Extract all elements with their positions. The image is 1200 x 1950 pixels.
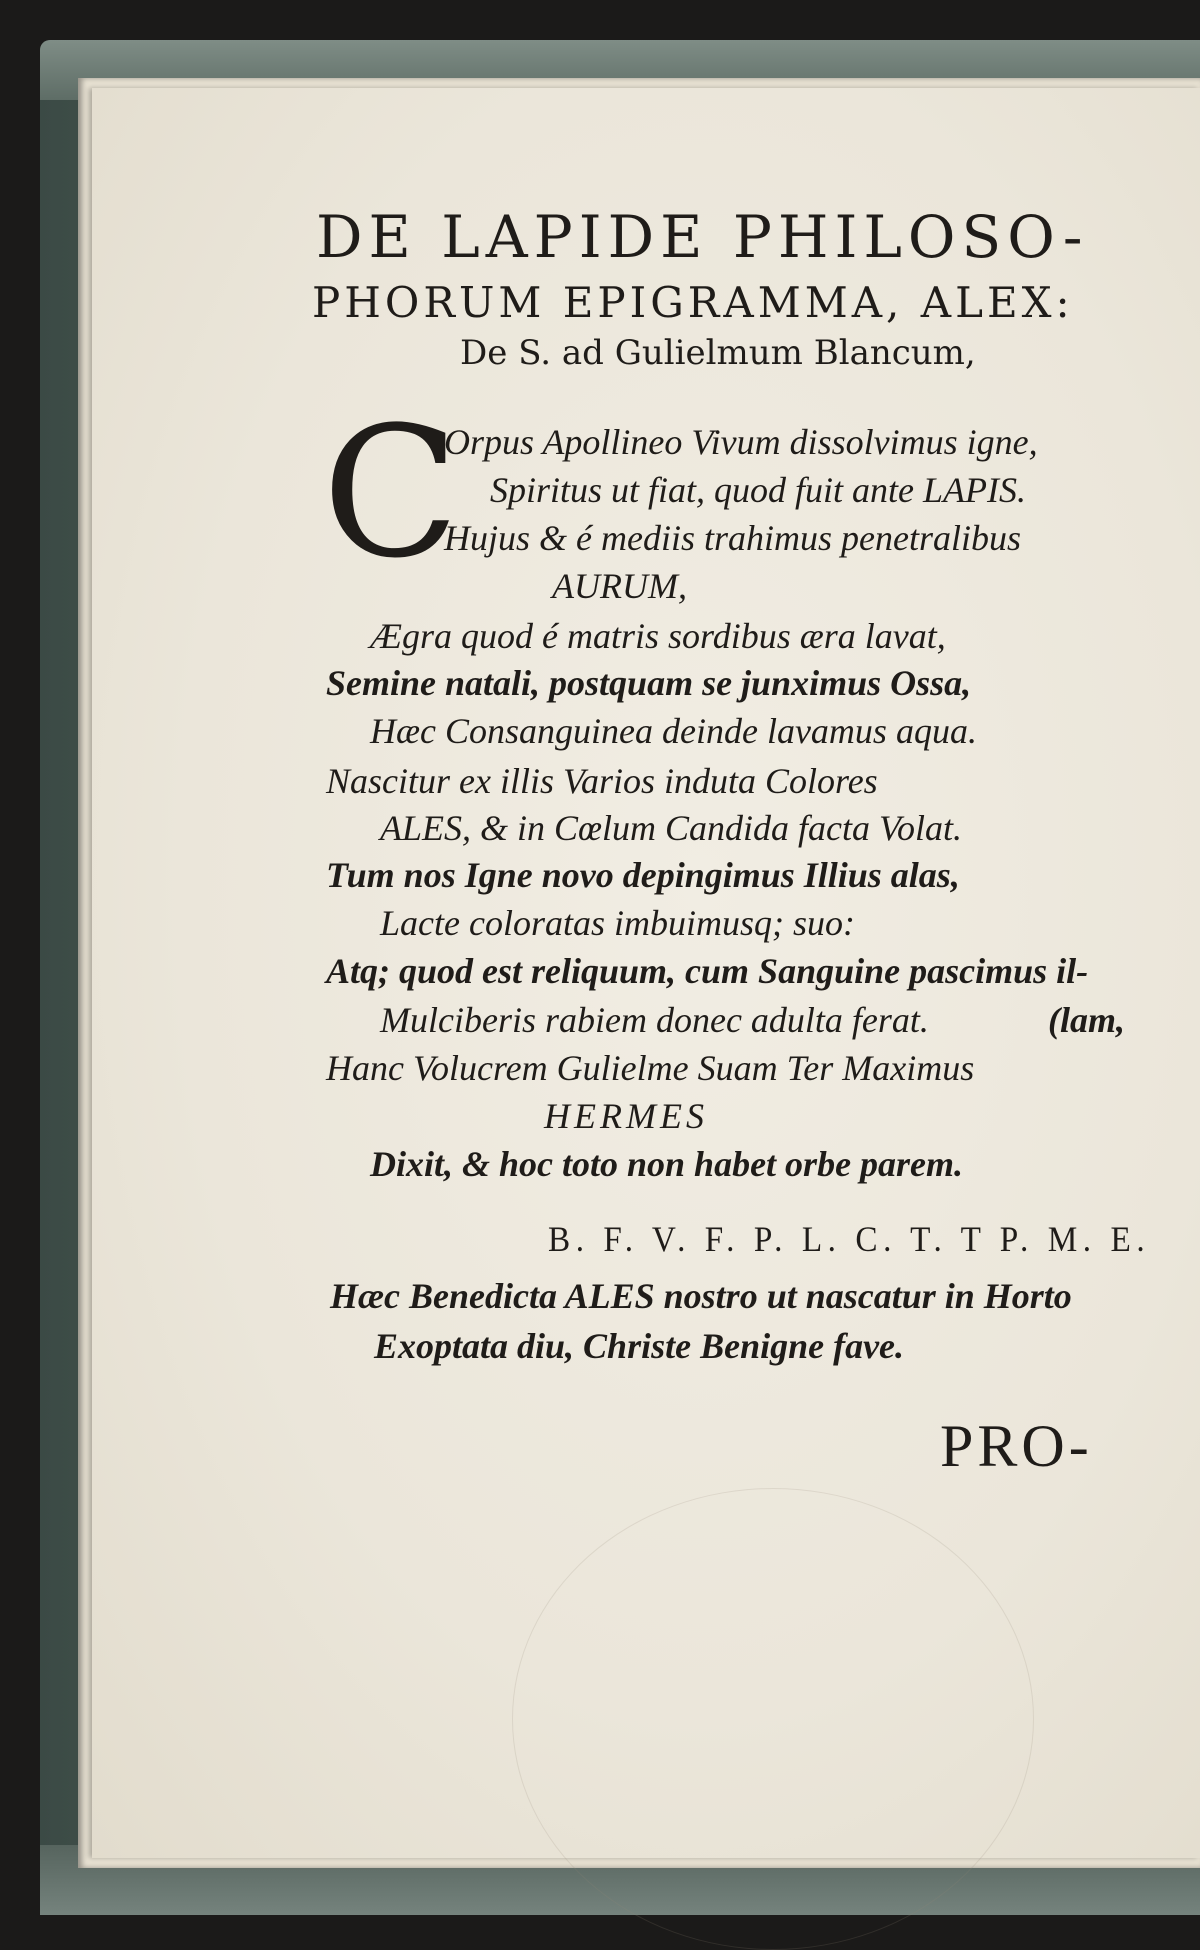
- catchword: PRO-: [940, 1413, 1093, 1479]
- paper-stain: [512, 1488, 1034, 1950]
- poem-line: Hujus & é mediis trahimus penetralibus: [444, 518, 1021, 558]
- poem-line: Spiritus ut fiat, quod fuit ante LAPIS.: [490, 470, 1027, 510]
- heading-line-3: De S. ad Gulielmum Blancum,: [460, 333, 976, 373]
- initials-line: B. F. V. F. P. L. C. T. T P. M. E.: [548, 1219, 1151, 1259]
- poem-line: Atq; quod est reliquum, cum Sanguine pascimus il-: [326, 951, 1089, 991]
- poem-line: Semine natali, postquam se junximus Ossa,: [326, 663, 972, 703]
- poem-line: Dixit, & hoc toto non habet orbe parem.: [370, 1144, 964, 1184]
- poem-line: AURUM,: [552, 566, 687, 606]
- poem-line: ALES, & in Cœlum Candida facta Volat.: [380, 808, 963, 848]
- poem-line: Mulciberis rabiem donec adulta ferat.: [380, 1000, 929, 1040]
- closing-line: Exoptata diu, Christe Benigne fave.: [374, 1326, 905, 1366]
- poem-line: Hanc Volucrem Gulielme Suam Ter Maximus: [326, 1048, 975, 1088]
- poem-line: Lacte coloratas imbuimusq; suo:: [380, 903, 855, 943]
- heading-line-1: DE LAPIDE PHILOSO-: [316, 203, 1089, 271]
- closing-line: Hæc Benedicta ALES nostro ut nascatur in Horto: [330, 1276, 1072, 1316]
- poem-line-turnover: (lam,: [1048, 1000, 1125, 1040]
- poem-line: Tum nos Igne novo depingimus Illius alas,: [326, 855, 960, 895]
- poem-line: HERMES: [544, 1096, 708, 1136]
- poem-line: Ægra quod é matris sordibus æra lavat,: [370, 616, 946, 656]
- poem-line: Orpus Apollineo Vivum dissolvimus igne,: [444, 422, 1038, 462]
- drop-initial: C: [322, 389, 460, 598]
- poem-line: Hæc Consanguinea deinde lavamus aqua.: [370, 711, 977, 751]
- poem-line: Nascitur ex illis Varios induta Colores: [326, 761, 878, 801]
- heading-line-2: PHORUM EPIGRAMMA, ALEX:: [312, 278, 1074, 327]
